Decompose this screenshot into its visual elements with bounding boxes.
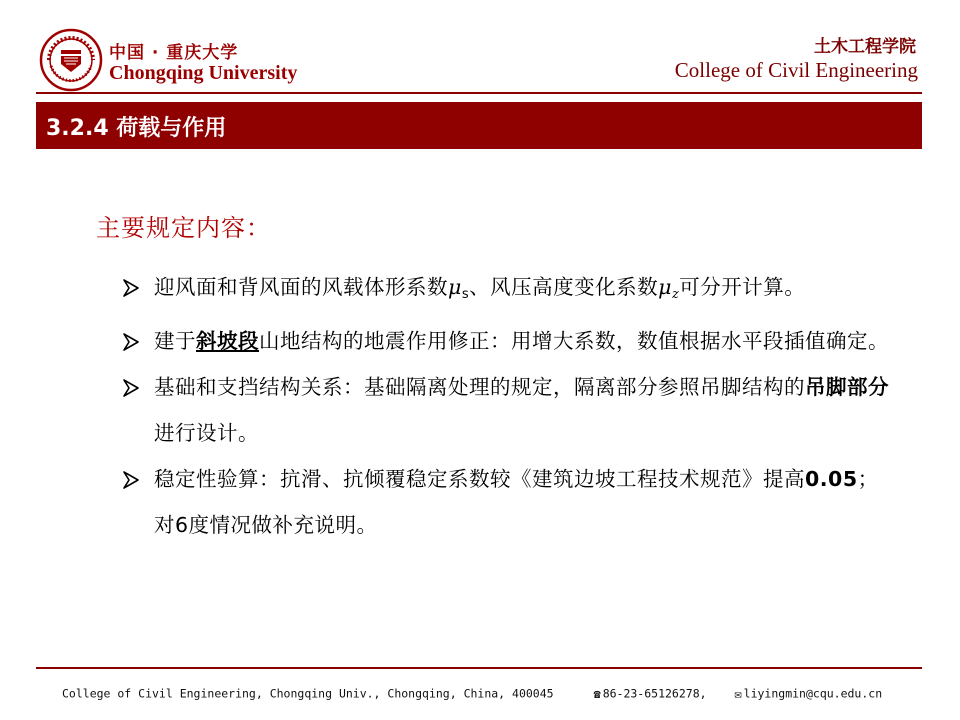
university-logo: [39, 28, 103, 92]
arrow-bullet-icon: [122, 279, 140, 297]
footer-email[interactable]: liyingmin@cqu.edu.cn: [743, 686, 883, 701]
footer: [62, 686, 922, 701]
bullet-item-foundation: [118, 364, 898, 456]
section-heading: 主要规定内容：: [96, 214, 271, 242]
mail-icon: ✉: [734, 686, 742, 701]
mu-subscript: z: [671, 287, 680, 302]
slide-title: 3.2.4 荷载与作用: [46, 116, 227, 141]
bullet-item-stability: [118, 456, 898, 548]
bullet-text: 迎风面和背风面的风载体形系数: [154, 275, 448, 299]
bullet-text: 山地结构的地震作用修正：用增大系数，数值根据水平段插值确定。: [259, 329, 889, 353]
arrow-bullet-icon: [122, 333, 140, 351]
arrow-bullet-icon: [122, 379, 140, 397]
emphasis-text: 斜坡段: [196, 329, 259, 353]
bullet-text: 、风压高度变化系数: [469, 275, 659, 299]
footer-address: College of Civil Engineering, Chongqing Univ., Chongqing, China, 400045: [62, 686, 554, 701]
university-name-en: Chongqing University: [109, 62, 298, 84]
bullet-text: 基础和支挡结构关系：基础隔离处理的规定，隔离部分参照吊脚结构的: [154, 375, 805, 399]
bullet-item-wind-load: [118, 264, 898, 318]
arrow-bullet-icon: [122, 471, 140, 489]
title-bar: [36, 102, 922, 149]
bullet-text: 建于: [154, 329, 196, 353]
bullet-text: 可分开计算。: [679, 275, 806, 299]
footer-divider: [36, 667, 922, 669]
mu-subscript: s: [461, 287, 470, 302]
bullet-list: [118, 264, 898, 548]
university-name-cn: 中国 · 重庆大学: [109, 43, 239, 63]
bullet-text: ；对6度情况做补充说明。: [154, 467, 879, 537]
college-name-en: College of Civil Engineering: [674, 58, 918, 82]
emphasis-text: 吊脚部分: [805, 375, 889, 399]
bullet-text: 稳定性验算：抗滑、抗倾覆稳定系数较《建筑边坡工程技术规范》提高: [154, 467, 805, 491]
emphasis-text: 0.05: [805, 467, 858, 491]
bullet-item-seismic: [118, 318, 898, 364]
bullet-text: 进行设计。: [154, 421, 259, 445]
header-divider: [36, 92, 922, 94]
mu-symbol: μ: [658, 275, 672, 299]
college-name-cn: 土木工程学院: [814, 37, 916, 57]
phone-icon: ☎: [593, 686, 601, 701]
footer-phone: 86-23-65126278,: [602, 686, 707, 701]
mu-symbol: μ: [448, 275, 462, 299]
